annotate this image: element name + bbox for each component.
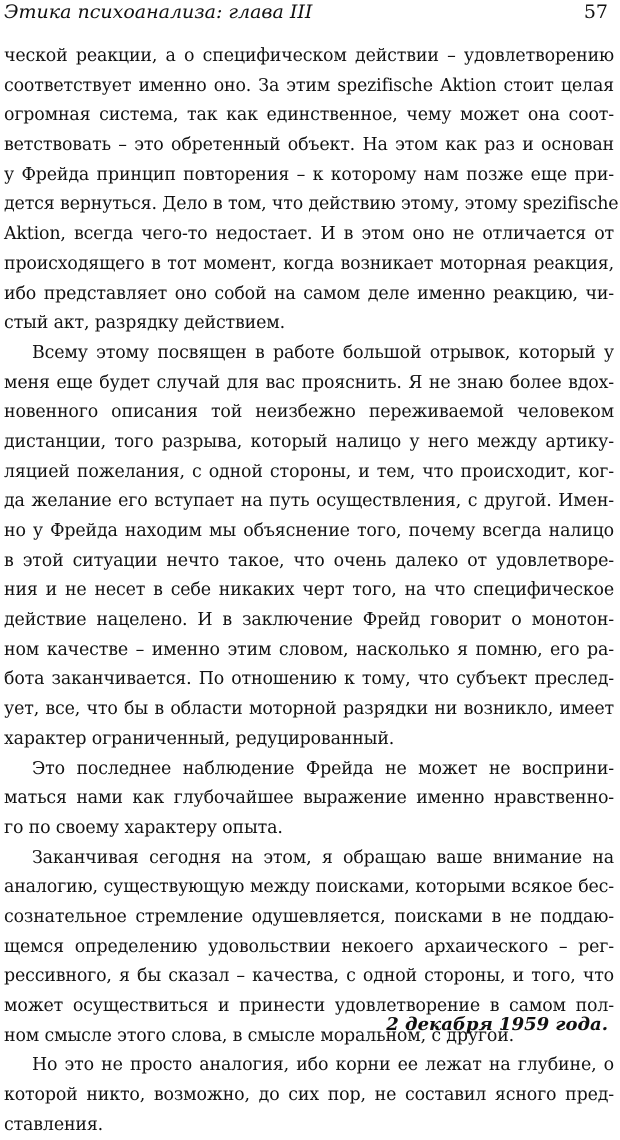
- text-line: ибо представляет оно собой на самом деле именно реакцию, чи-: [4, 283, 614, 304]
- text-line: Это последнее наблюдение Фрейда не может не восприни-: [32, 758, 614, 779]
- text-line: новенного описания той неизбежно переживаемой человеком: [4, 402, 614, 423]
- text-line: в этой ситуации нечто такое, что очень далеко от удовлетворе-: [4, 550, 614, 571]
- text-line: происходящего в тот момент, когда возникает моторная реакция,: [4, 253, 614, 274]
- lecture-date: 2 декабря 1959 года.: [386, 1014, 608, 1035]
- text-line: соответствует именно оно. За этим spezifische Aktion стоит целая: [4, 75, 614, 96]
- text-line: ставления.: [4, 1114, 104, 1135]
- text-line: ляцией пожелания, с одной стороны, и тем, что происходит, ког-: [4, 461, 614, 482]
- text-line: может осуществиться и принести удовлетворение в самом пол-: [4, 996, 614, 1016]
- text-line: Всему этому посвящен в работе большой отрывок, который у: [32, 342, 614, 363]
- text-line: го по своему характеру опыта.: [4, 817, 283, 838]
- text-line: щемся определению удовольствии некоего архаического – рег-: [4, 936, 614, 957]
- text-line: ном смысле этого слова, в смысле моральном, с другой.: [4, 1025, 515, 1046]
- running-title: Этика психоанализа: глава III: [4, 1, 313, 23]
- text-line: Aktion, всегда чего-то недостает. И в этом оно не отличается от: [4, 224, 614, 245]
- text-line: дистанции, того разрыва, который налицо у него между артику-: [4, 431, 614, 452]
- text-line: дется вернуться. Дело в том, что действию этому, этому spezifische: [4, 194, 619, 215]
- text-line: Заканчивая сегодня на этом, я обращаю ваше внимание на: [32, 847, 614, 868]
- text-line: характер ограниченный, редуцированный.: [4, 728, 395, 749]
- body-text: [4, 42, 619, 1140]
- text-line: Но это не просто аналогия, ибо корни ее лежат на глубине, о: [32, 1055, 614, 1076]
- page-number: 57: [583, 1, 608, 23]
- text-line: огромная система, так как единственное, чему может она соот-: [4, 105, 614, 126]
- text-line: бота заканчивается. По отношению к тому, что субъект преслед-: [4, 669, 614, 690]
- text-line: ния и не несет в себе никаких черт того, на что специфическое: [4, 580, 614, 601]
- text-line: ует, все, что бы в области моторной разрядки ни возникло, имеет: [4, 699, 614, 720]
- text-line: действие нацелено. И в заключение Фрейд говорит о монотон-: [4, 610, 614, 631]
- text-line: аналогию, существующую между поисками, которыми всякое бес-: [4, 877, 614, 898]
- text-line: ветствовать – это обретенный объект. На этом как раз и основан: [4, 135, 614, 156]
- text-line: меня еще будет случай для вас прояснить. Я не знаю более вдох-: [4, 372, 614, 393]
- text-line: ном качестве – именно этим словом, насколько я помню, его ра-: [4, 639, 614, 660]
- text-line: да желание его вступает на путь осуществления, с другой. Имен-: [4, 491, 614, 512]
- text-line: но у Фрейда находим мы объяснение того, почему всегда налицо: [4, 521, 614, 541]
- text-line: рессивного, я бы сказал – качества, с одной стороны, и того, что: [4, 966, 614, 987]
- text-line: ческой реакции, а о специфическом действии – удовлетворению: [4, 46, 614, 66]
- text-line: у Фрейда принцип повторения – к которому нам позже еще при-: [4, 164, 614, 185]
- text-line: стый акт, разрядку действием.: [4, 313, 285, 334]
- text-line: которой никто, возможно, до сих пор, не составил ясного пред-: [4, 1085, 614, 1106]
- text-line: маться нами как глубочайшее выражение именно нравственно-: [4, 788, 614, 809]
- text-line: сознательное стремление одушевляется, поисками в не поддаю-: [4, 906, 614, 927]
